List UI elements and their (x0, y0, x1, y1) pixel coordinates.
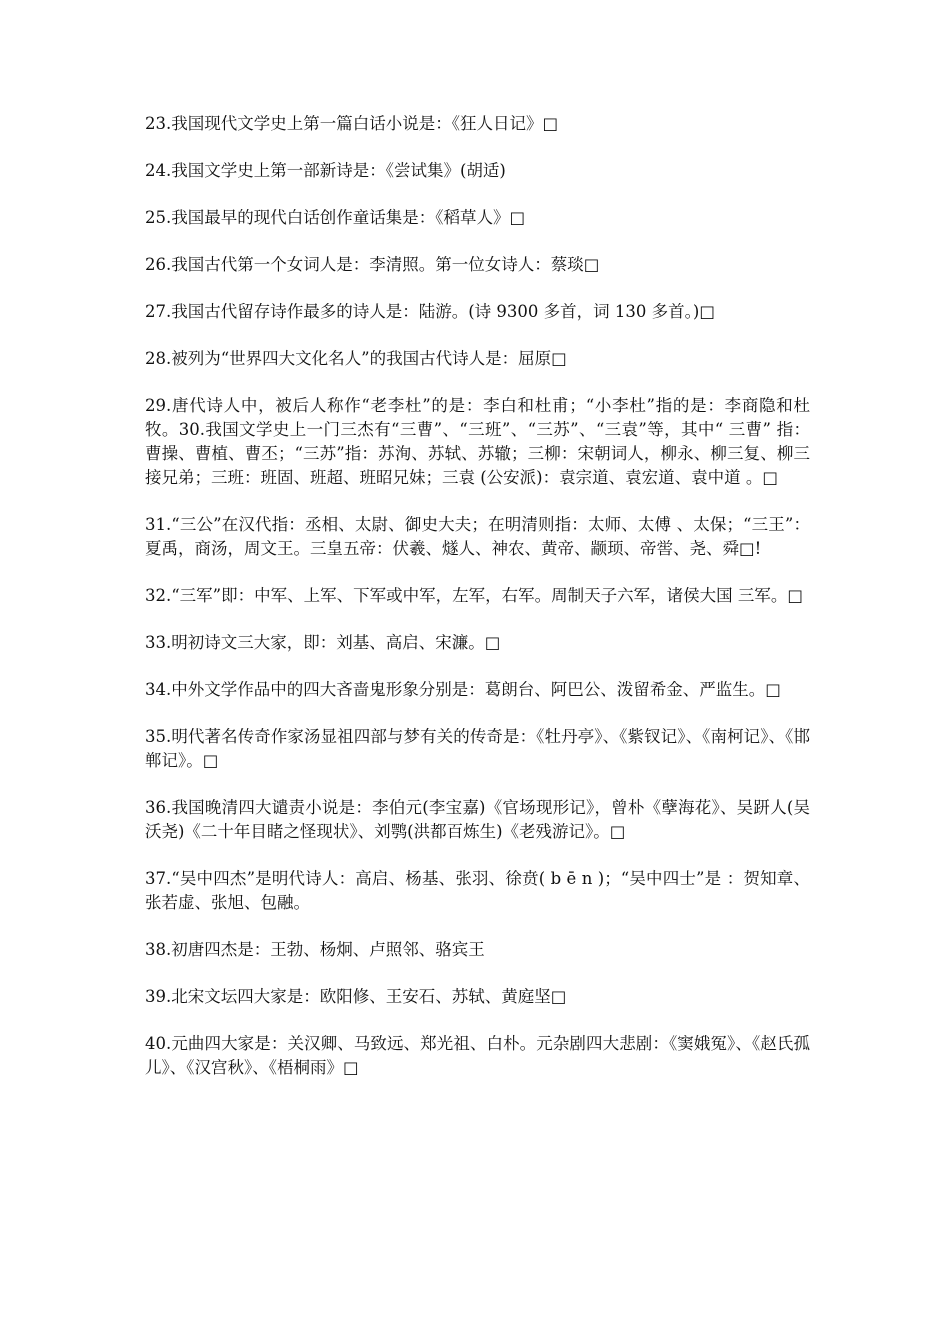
paragraph-32: 32.“三军”即：中军、上军、下军或中军，左军，右军。周制天子六军，诸侯大国 三军。□ (145, 586, 803, 605)
paragraph-31: 31.“三公”在汉代指：丞相、太尉、御史大夫；在明清则指：太师、太傅 、太保；“三王”：夏禹，商汤，周文王。三皇五帝：伏羲、燧人、神农、黄帝、颛顼、帝喾、尧、舜□! (145, 515, 810, 558)
paragraph-36: 36.我国晚清四大谴责小说是：李伯元(李宝嘉)《官场现形记》，曾朴《孽海花》、吴趼人(吴沃尧)《二十年目睹之怪现状》、刘鹗(洪都百炼生)《老残游记》。□ (145, 798, 810, 841)
paragraph-38: 38.初唐四杰是：王勃、杨炯、卢照邻、骆宾王 (145, 940, 485, 959)
paragraph-28: 28.被列为“世界四大文化名人”的我国古代诗人是：屈原□ (145, 349, 567, 368)
document-body (145, 112, 810, 1103)
paragraph-40: 40.元曲四大家是：关汉卿、马致远、郑光祖、白朴。元杂剧四大悲剧：《窦娥冤》、《赵氏孤儿》、《汉宫秋》、《梧桐雨》□ (145, 1034, 810, 1077)
paragraph-26: 26.我国古代第一个女词人是：李清照。第一位女诗人：蔡琰□ (145, 255, 600, 274)
paragraph-25: 25.我国最早的现代白话创作童话集是：《稻草人》□ (145, 208, 526, 227)
paragraph-33: 33.明初诗文三大家，即：刘基、高启、宋濂。□ (145, 633, 501, 652)
paragraph-34: 34.中外文学作品中的四大吝啬鬼形象分别是：葛朗台、阿巴公、泼留希金、严监生。□ (145, 680, 781, 699)
paragraph-27: 27.我国古代留存诗作最多的诗人是：陆游。(诗 9300 多首，词 130 多首。)□ (145, 302, 715, 321)
paragraph-37: 37.“吴中四杰”是明代诗人：高启、杨基、张羽、徐贲( b ē n )；“吴中四士”是 ：贺知章、张若虚、张旭、包融。 (145, 869, 810, 912)
paragraph-24: 24.我国文学史上第一部新诗是：《尝试集》(胡适) (145, 161, 506, 180)
paragraph-35: 35.明代著名传奇作家汤显祖四部与梦有关的传奇是：《牡丹亭》、《紫钗记》、《南柯记》、《邯郸记》。□ (145, 727, 810, 770)
paragraph-23: 23.我国现代文学史上第一篇白话小说是：《狂人日记》□ (145, 114, 559, 133)
paragraph-29-30: 29.唐代诗人中，被后人称作“老李杜”的是：李白和杜甫；“小李杜”指的是：李商隐和杜牧。30.我国文学史上一门三杰有“三曹”、“三班”、“三苏”、“三袁”等，其中“ 三曹” 指：曹操、曹植、曹丕；“三苏”指：苏洵、苏轼、苏辙；三柳：宋朝词人，柳永、柳三复、柳三接兄弟；三班：班固、班超、班昭兄妹；三袁 (公安派)：袁宗道、袁宏道、袁中道 。□ (145, 396, 810, 487)
paragraph-39: 39.北宋文坛四大家是：欧阳修、王安石、苏轼、黄庭坚□ (145, 987, 567, 1006)
